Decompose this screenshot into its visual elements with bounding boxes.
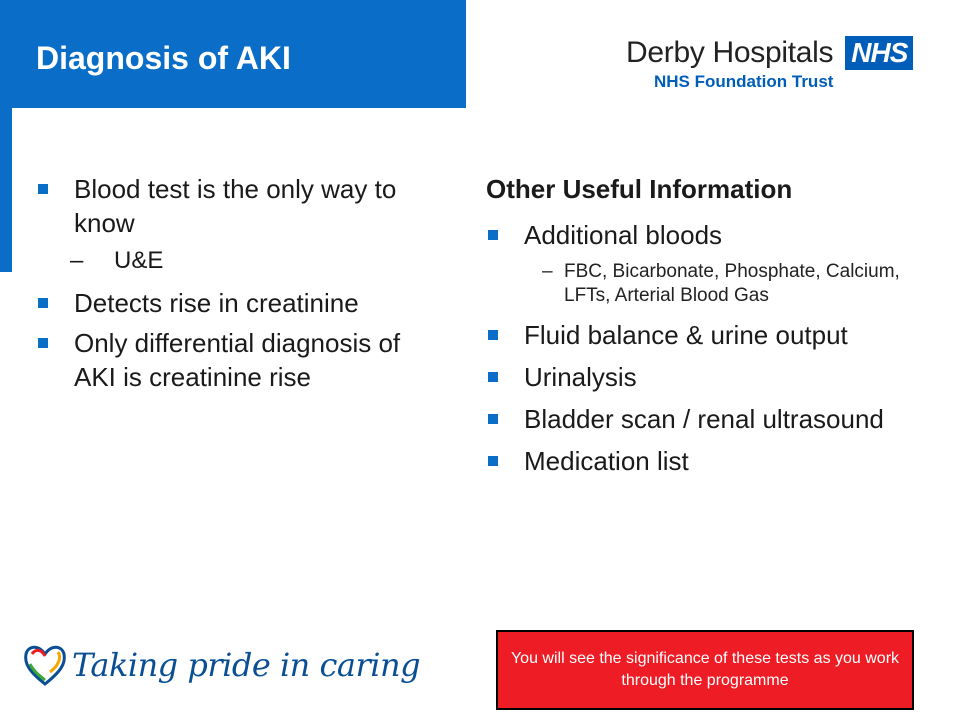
dash-marker: – [70, 247, 84, 274]
right-column [486, 172, 916, 486]
sub-bullet-item [36, 246, 446, 276]
left-column [36, 172, 446, 400]
bullet-item: Detects rise in creatinine [36, 286, 446, 320]
trust-subtitle: NHS Foundation Trust [654, 72, 834, 91]
sub-bullet-text: U&E [114, 247, 164, 274]
heart-icon [22, 640, 68, 690]
sub-bullet-item [486, 260, 916, 308]
tagline-text: Taking pride in caring [72, 646, 421, 684]
bullet-item: Additional bloods [486, 218, 916, 252]
bullet-item: Bladder scan / renal ultrasound [486, 402, 916, 436]
bullet-item: Fluid balance & urine output [486, 318, 916, 352]
nhs-badge: NHS [845, 36, 913, 70]
bullet-item: Urinalysis [486, 360, 916, 394]
bullet-item: Medication list [486, 444, 916, 478]
sub-bullet-text: FBC, Bicarbonate, Phosphate, Calcium, LFTs, Arterial Blood Gas [564, 261, 900, 306]
slide-title: Diagnosis of AKI [36, 40, 291, 76]
bullet-item: Only differential diagnosis of AKI is creatinine rise [36, 326, 446, 394]
tagline-logo [22, 640, 420, 690]
trust-name: Derby Hospitals [626, 36, 834, 69]
note-callout [496, 630, 914, 710]
side-accent-strip [0, 108, 12, 272]
note-text: You will see the significance of these tests as you work through the programme [510, 650, 900, 689]
bullet-item: Blood test is the only way to know [36, 172, 446, 240]
section-heading: Other Useful Information [486, 174, 793, 204]
dash-marker: – [542, 261, 553, 282]
trust-logo [626, 36, 913, 70]
